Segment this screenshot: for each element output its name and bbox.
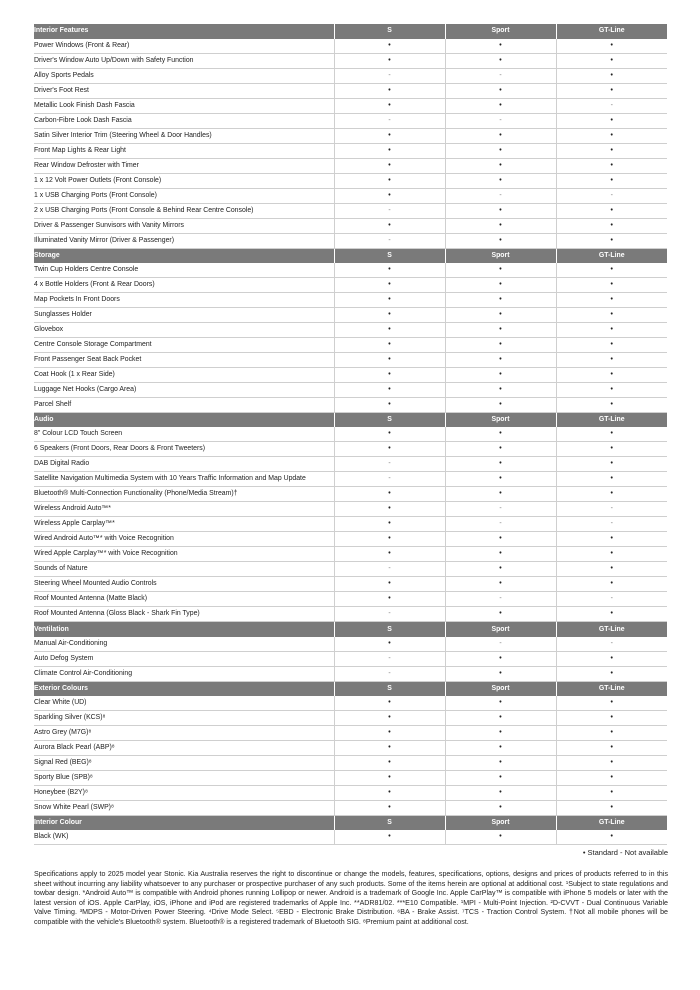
standard-marker-gt-line: • — [556, 666, 667, 681]
standard-marker-gt-line: • — [556, 487, 667, 502]
standard-marker-s: • — [334, 83, 445, 98]
standard-marker-sport: • — [445, 323, 556, 338]
standard-marker-sport: • — [445, 487, 556, 502]
feature-name: 6 Speakers (Front Doors, Rear Doors & Front Tweeters) — [34, 442, 334, 457]
not-available-marker-gt-line: - — [556, 637, 667, 652]
standard-marker-s: • — [334, 278, 445, 293]
feature-name: Centre Console Storage Compartment — [34, 338, 334, 353]
standard-marker-gt-line: • — [556, 711, 667, 726]
feature-name: Driver & Passenger Sunvisors with Vanity Mirrors — [34, 218, 334, 233]
standard-marker-gt-line: • — [556, 143, 667, 158]
standard-marker-s: • — [334, 173, 445, 188]
standard-marker-sport: • — [445, 696, 556, 711]
feature-name: 1 x USB Charging Ports (Front Console) — [34, 188, 334, 203]
standard-marker-gt-line: • — [556, 398, 667, 413]
feature-row — [34, 532, 667, 547]
disclaimer-footnote: Specifications apply to 2025 model year Stonic. Kia Australia reserves the right to discontinue or change the models, features, specifications, options, designs and prices of products referred to in this sheet without incurring any liability whatsoever to any purchaser or prospective purchaser of any such products. Some of the items herein are optional at additional cost. ¹Subject to state regulations and towbar design. *Android Auto™ is compatible with Android phones running Lollipop or newer. Android is a trademark of Google Inc. Apple CarPlay™ is compatible with iPhone 5 models or later with the latest version of iOS. Apple CarPlay, iOS, iPhone and iPod are registered trademarks of Apple Inc. **ADR81/02. ***E10 Compatible. ¹MPI - Multi-Point Injection. ²D-CVVT - Dual Continuous Variable Valve Timing. ³MDPS - Motor-Driven Power Steering. ⁴Drive Mode Select. ⁵EBD - Electronic Brake Distribution. ⁶BA - Brake Assist. ⁷TCS - Traction Control System. †Not all mobile phones will be compatible with the vehicle's Bluetooth® system. Bluetooth® is a registered trademark of Bluetooth SIG. ⁸Premium paint at additional cost. — [34, 870, 668, 926]
feature-name: Black (WK) — [34, 830, 334, 845]
not-available-marker-gt-line: - — [556, 188, 667, 203]
feature-name: Wireless Apple Carplay™* — [34, 517, 334, 532]
feature-row — [34, 278, 667, 293]
feature-row — [34, 173, 667, 188]
not-available-marker-s: - — [334, 203, 445, 218]
standard-marker-sport: • — [445, 801, 556, 816]
standard-marker-sport: • — [445, 398, 556, 413]
feature-row — [34, 741, 667, 756]
not-available-marker-s: - — [334, 68, 445, 83]
section-title: Audio — [34, 413, 334, 428]
standard-marker-s: • — [334, 218, 445, 233]
standard-marker-gt-line: • — [556, 338, 667, 353]
section-title: Exterior Colours — [34, 681, 334, 696]
standard-marker-s: • — [334, 577, 445, 592]
standard-marker-sport: • — [445, 607, 556, 622]
standard-marker-s: • — [334, 158, 445, 173]
feature-row — [34, 651, 667, 666]
feature-row — [34, 666, 667, 681]
standard-marker-s: • — [334, 442, 445, 457]
feature-name: Roof Mounted Antenna (Gloss Black - Shark Fin Type) — [34, 607, 334, 622]
feature-row — [34, 472, 667, 487]
standard-marker-sport: • — [445, 98, 556, 113]
feature-name: Metallic Look Finish Dash Fascia — [34, 98, 334, 113]
section-header-interior-features — [34, 24, 667, 39]
standard-marker-s: • — [334, 128, 445, 143]
standard-marker-sport: • — [445, 830, 556, 845]
standard-marker-s: • — [334, 353, 445, 368]
standard-marker-sport: • — [445, 83, 556, 98]
standard-marker-gt-line: • — [556, 651, 667, 666]
feature-name: Rear Window Defroster with Timer — [34, 158, 334, 173]
feature-name: Front Map Lights & Rear Light — [34, 143, 334, 158]
feature-row — [34, 233, 667, 248]
standard-marker-s: • — [334, 592, 445, 607]
feature-name: Alloy Sports Pedals — [34, 68, 334, 83]
feature-row — [34, 263, 667, 278]
feature-name: Illuminated Vanity Mirror (Driver & Passenger) — [34, 233, 334, 248]
feature-name: Sunglasses Holder — [34, 308, 334, 323]
standard-marker-sport: • — [445, 756, 556, 771]
standard-marker-s: • — [334, 547, 445, 562]
column-header-gt-line: GT-Line — [556, 622, 667, 637]
standard-marker-sport: • — [445, 53, 556, 68]
feature-name: Climate Control Air-Conditioning — [34, 666, 334, 681]
standard-marker-gt-line: • — [556, 726, 667, 741]
feature-row — [34, 726, 667, 741]
section-title: Ventilation — [34, 622, 334, 637]
standard-marker-gt-line: • — [556, 83, 667, 98]
feature-row — [34, 786, 667, 801]
column-header-s: S — [334, 413, 445, 428]
feature-row — [34, 830, 667, 845]
standard-marker-gt-line: • — [556, 830, 667, 845]
not-available-marker-gt-line: - — [556, 592, 667, 607]
feature-name: Power Windows (Front & Rear) — [34, 39, 334, 54]
not-available-marker-s: - — [334, 666, 445, 681]
feature-row — [34, 502, 667, 517]
standard-marker-gt-line: • — [556, 801, 667, 816]
standard-marker-sport: • — [445, 442, 556, 457]
column-header-s: S — [334, 24, 445, 39]
feature-row — [34, 562, 667, 577]
not-available-marker-sport: - — [445, 68, 556, 83]
feature-name: Steering Wheel Mounted Audio Controls — [34, 577, 334, 592]
standard-marker-gt-line: • — [556, 756, 667, 771]
feature-name: Twin Cup Holders Centre Console — [34, 263, 334, 278]
standard-marker-s: • — [334, 383, 445, 398]
standard-marker-s: • — [334, 726, 445, 741]
feature-row — [34, 607, 667, 622]
not-available-marker-s: - — [334, 651, 445, 666]
feature-name: Clear White (UD) — [34, 696, 334, 711]
not-available-marker-s: - — [334, 113, 445, 128]
feature-row — [34, 53, 667, 68]
feature-name: 1 x 12 Volt Power Outlets (Front Console) — [34, 173, 334, 188]
feature-row — [34, 338, 667, 353]
standard-marker-gt-line: • — [556, 472, 667, 487]
standard-marker-sport: • — [445, 353, 556, 368]
standard-marker-s: • — [334, 263, 445, 278]
feature-name: 2 x USB Charging Ports (Front Console & Behind Rear Centre Console) — [34, 203, 334, 218]
column-header-sport: Sport — [445, 622, 556, 637]
feature-name: Wired Android Auto™* with Voice Recognition — [34, 532, 334, 547]
standard-marker-sport: • — [445, 128, 556, 143]
feature-name: Sparkling Silver (KCS)⁸ — [34, 711, 334, 726]
standard-marker-gt-line: • — [556, 39, 667, 54]
column-header-gt-line: GT-Line — [556, 248, 667, 263]
feature-name: Map Pockets In Front Doors — [34, 293, 334, 308]
standard-marker-sport: • — [445, 666, 556, 681]
standard-marker-gt-line: • — [556, 577, 667, 592]
standard-marker-gt-line: • — [556, 442, 667, 457]
not-available-marker-sport: - — [445, 113, 556, 128]
standard-marker-sport: • — [445, 293, 556, 308]
column-header-sport: Sport — [445, 816, 556, 831]
standard-marker-s: • — [334, 801, 445, 816]
feature-row — [34, 577, 667, 592]
feature-row — [34, 128, 667, 143]
standard-marker-sport: • — [445, 173, 556, 188]
standard-marker-gt-line: • — [556, 128, 667, 143]
section-header-storage — [34, 248, 667, 263]
not-available-marker-s: - — [334, 233, 445, 248]
standard-marker-s: • — [334, 293, 445, 308]
feature-row — [34, 143, 667, 158]
section-header-interior-colour — [34, 816, 667, 831]
standard-marker-s: • — [334, 711, 445, 726]
standard-marker-gt-line: • — [556, 263, 667, 278]
feature-name: Coat Hook (1 x Rear Side) — [34, 368, 334, 383]
standard-marker-gt-line: • — [556, 696, 667, 711]
standard-marker-s: • — [334, 398, 445, 413]
standard-marker-gt-line: • — [556, 173, 667, 188]
standard-marker-gt-line: • — [556, 278, 667, 293]
standard-marker-sport: • — [445, 547, 556, 562]
column-header-sport: Sport — [445, 681, 556, 696]
feature-row — [34, 83, 667, 98]
feature-name: DAB Digital Radio — [34, 457, 334, 472]
feature-row — [34, 696, 667, 711]
standard-marker-gt-line: • — [556, 771, 667, 786]
not-available-marker-sport: - — [445, 502, 556, 517]
standard-marker-sport: • — [445, 203, 556, 218]
feature-row — [34, 427, 667, 442]
standard-marker-s: • — [334, 338, 445, 353]
feature-row — [34, 68, 667, 83]
standard-marker-gt-line: • — [556, 562, 667, 577]
feature-name: Wireless Android Auto™* — [34, 502, 334, 517]
standard-marker-gt-line: • — [556, 203, 667, 218]
feature-name: Driver's Foot Rest — [34, 83, 334, 98]
standard-marker-gt-line: • — [556, 741, 667, 756]
feature-name: Wired Apple Carplay™* with Voice Recognition — [34, 547, 334, 562]
standard-marker-s: • — [334, 368, 445, 383]
feature-name: Manual Air-Conditioning — [34, 637, 334, 652]
standard-marker-s: • — [334, 830, 445, 845]
feature-name: Satin Silver Interior Trim (Steering Wheel & Door Handles) — [34, 128, 334, 143]
column-header-s: S — [334, 622, 445, 637]
standard-marker-s: • — [334, 756, 445, 771]
feature-name: Roof Mounted Antenna (Matte Black) — [34, 592, 334, 607]
column-header-gt-line: GT-Line — [556, 681, 667, 696]
standard-marker-s: • — [334, 532, 445, 547]
feature-row — [34, 113, 667, 128]
not-available-marker-sport: - — [445, 517, 556, 532]
standard-marker-sport: • — [445, 472, 556, 487]
feature-name: 4 x Bottle Holders (Front & Rear Doors) — [34, 278, 334, 293]
column-header-gt-line: GT-Line — [556, 413, 667, 428]
standard-marker-gt-line: • — [556, 547, 667, 562]
feature-row — [34, 398, 667, 413]
standard-marker-gt-line: • — [556, 158, 667, 173]
column-header-gt-line: GT-Line — [556, 816, 667, 831]
not-available-marker-s: - — [334, 607, 445, 622]
feature-row — [34, 158, 667, 173]
section-header-audio — [34, 413, 667, 428]
standard-marker-gt-line: • — [556, 113, 667, 128]
column-header-sport: Sport — [445, 248, 556, 263]
feature-name: Glovebox — [34, 323, 334, 338]
feature-row — [34, 637, 667, 652]
feature-row — [34, 383, 667, 398]
standard-marker-s: • — [334, 786, 445, 801]
feature-name: Driver's Window Auto Up/Down with Safety Function — [34, 53, 334, 68]
standard-marker-sport: • — [445, 532, 556, 547]
not-available-marker-sport: - — [445, 188, 556, 203]
not-available-marker-s: - — [334, 472, 445, 487]
not-available-marker-gt-line: - — [556, 517, 667, 532]
feature-row — [34, 756, 667, 771]
feature-name: 8" Colour LCD Touch Screen — [34, 427, 334, 442]
section-title: Interior Colour — [34, 816, 334, 831]
standard-marker-sport: • — [445, 383, 556, 398]
feature-name: Snow White Pearl (SWP)⁸ — [34, 801, 334, 816]
standard-marker-s: • — [334, 771, 445, 786]
standard-marker-s: • — [334, 427, 445, 442]
standard-marker-sport: • — [445, 651, 556, 666]
specifications-table-body — [34, 24, 667, 845]
standard-marker-gt-line: • — [556, 427, 667, 442]
feature-row — [34, 457, 667, 472]
specifications-table — [34, 24, 667, 845]
standard-marker-sport: • — [445, 263, 556, 278]
standard-marker-gt-line: • — [556, 293, 667, 308]
not-available-marker-gt-line: - — [556, 98, 667, 113]
feature-row — [34, 771, 667, 786]
standard-marker-sport: • — [445, 308, 556, 323]
standard-marker-gt-line: • — [556, 233, 667, 248]
standard-marker-sport: • — [445, 218, 556, 233]
feature-name: Satellite Navigation Multimedia System with 10 Years Traffic Information and Map Update — [34, 472, 334, 487]
standard-marker-sport: • — [445, 427, 556, 442]
standard-marker-gt-line: • — [556, 53, 667, 68]
feature-name: Parcel Shelf — [34, 398, 334, 413]
standard-marker-gt-line: • — [556, 323, 667, 338]
column-header-sport: Sport — [445, 24, 556, 39]
feature-name: Luggage Net Hooks (Cargo Area) — [34, 383, 334, 398]
standard-marker-sport: • — [445, 711, 556, 726]
feature-row — [34, 711, 667, 726]
feature-row — [34, 39, 667, 54]
standard-marker-gt-line: • — [556, 308, 667, 323]
standard-marker-sport: • — [445, 233, 556, 248]
standard-marker-gt-line: • — [556, 353, 667, 368]
feature-name: Astro Grey (M7G)⁸ — [34, 726, 334, 741]
standard-marker-gt-line: • — [556, 607, 667, 622]
feature-row — [34, 218, 667, 233]
standard-marker-s: • — [334, 741, 445, 756]
standard-marker-s: • — [334, 502, 445, 517]
feature-row — [34, 353, 667, 368]
standard-marker-s: • — [334, 637, 445, 652]
standard-marker-sport: • — [445, 726, 556, 741]
standard-marker-gt-line: • — [556, 368, 667, 383]
column-header-s: S — [334, 816, 445, 831]
feature-name: Honeybee (B2Y)⁸ — [34, 786, 334, 801]
standard-marker-gt-line: • — [556, 786, 667, 801]
feature-row — [34, 323, 667, 338]
standard-marker-s: • — [334, 323, 445, 338]
column-header-s: S — [334, 248, 445, 263]
standard-marker-sport: • — [445, 368, 556, 383]
feature-name: Signal Red (BEG)⁸ — [34, 756, 334, 771]
standard-marker-s: • — [334, 487, 445, 502]
feature-row — [34, 308, 667, 323]
feature-name: Sporty Blue (SPB)⁸ — [34, 771, 334, 786]
column-header-sport: Sport — [445, 413, 556, 428]
feature-row — [34, 98, 667, 113]
feature-row — [34, 517, 667, 532]
standard-marker-s: • — [334, 188, 445, 203]
standard-marker-sport: • — [445, 771, 556, 786]
section-header-ventilation — [34, 622, 667, 637]
feature-name: Carbon-Fibre Look Dash Fascia — [34, 113, 334, 128]
column-header-gt-line: GT-Line — [556, 24, 667, 39]
section-title: Interior Features — [34, 24, 334, 39]
standard-marker-gt-line: • — [556, 383, 667, 398]
standard-marker-sport: • — [445, 143, 556, 158]
feature-row — [34, 368, 667, 383]
feature-row — [34, 801, 667, 816]
feature-row — [34, 203, 667, 218]
standard-marker-sport: • — [445, 39, 556, 54]
feature-row — [34, 547, 667, 562]
standard-marker-sport: • — [445, 158, 556, 173]
not-available-marker-sport: - — [445, 592, 556, 607]
standard-marker-sport: • — [445, 577, 556, 592]
standard-marker-sport: • — [445, 562, 556, 577]
standard-marker-sport: • — [445, 457, 556, 472]
feature-name: Aurora Black Pearl (ABP)⁸ — [34, 741, 334, 756]
feature-name: Bluetooth® Multi-Connection Functionality (Phone/Media Stream)† — [34, 487, 334, 502]
section-title: Storage — [34, 248, 334, 263]
not-available-marker-gt-line: - — [556, 502, 667, 517]
feature-row — [34, 188, 667, 203]
standard-marker-s: • — [334, 308, 445, 323]
not-available-marker-sport: - — [445, 637, 556, 652]
standard-marker-s: • — [334, 53, 445, 68]
feature-name: Auto Defog System — [34, 651, 334, 666]
standard-marker-sport: • — [445, 741, 556, 756]
standard-marker-gt-line: • — [556, 68, 667, 83]
standard-marker-s: • — [334, 98, 445, 113]
standard-marker-s: • — [334, 143, 445, 158]
standard-marker-gt-line: • — [556, 218, 667, 233]
standard-marker-s: • — [334, 517, 445, 532]
feature-row — [34, 442, 667, 457]
standard-marker-gt-line: • — [556, 457, 667, 472]
legend: • Standard - Not available — [582, 848, 668, 857]
standard-marker-sport: • — [445, 786, 556, 801]
not-available-marker-s: - — [334, 562, 445, 577]
standard-marker-sport: • — [445, 278, 556, 293]
standard-marker-s: • — [334, 696, 445, 711]
feature-name: Front Passenger Seat Back Pocket — [34, 353, 334, 368]
column-header-s: S — [334, 681, 445, 696]
standard-marker-s: • — [334, 39, 445, 54]
feature-row — [34, 592, 667, 607]
not-available-marker-s: - — [334, 457, 445, 472]
feature-row — [34, 487, 667, 502]
feature-name: Sounds of Nature — [34, 562, 334, 577]
feature-row — [34, 293, 667, 308]
section-header-exterior-colours — [34, 681, 667, 696]
standard-marker-sport: • — [445, 338, 556, 353]
standard-marker-gt-line: • — [556, 532, 667, 547]
